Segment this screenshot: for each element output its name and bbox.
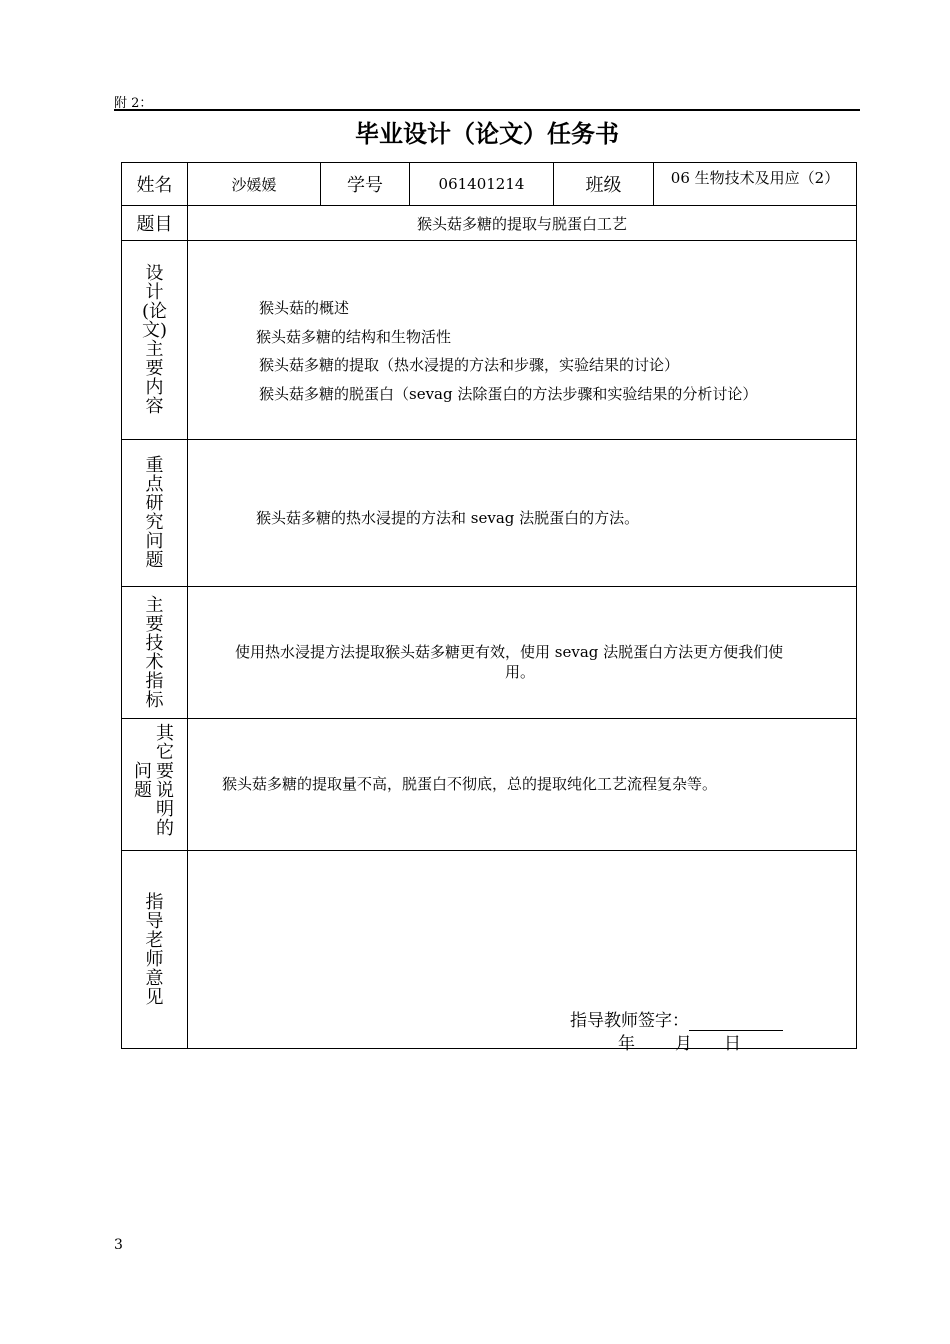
advisor-opinion-label-cell: [122, 851, 188, 1049]
key-issues-label-cell: [122, 440, 188, 587]
advisor-signature-line: [570, 1006, 783, 1031]
advisor-opinion-label: 指 导 老 师 意 见: [145, 891, 164, 1008]
other-notes-label-col-2: 问 题: [134, 761, 152, 801]
content-line-1: 猴头菇的概述: [259, 299, 350, 317]
key-issues-label: 重 点 研 究 问 题: [145, 455, 164, 571]
other-notes-cell: [188, 719, 857, 851]
content-line-4: 猴头菇多糖的脱蛋白（sevag 法除蛋白的方法步骤和实验结果的分析讨论）: [259, 385, 758, 403]
student-info-row: [122, 163, 857, 206]
other-notes-label-col-1: 其 它 要 说 明 的: [156, 723, 174, 839]
other-notes-text: 猴头菇多糖的提取量不高，脱蛋白不彻底，总的提取纯化工艺流程复杂等。: [222, 775, 718, 793]
tech-indicators-label: 主 要 技 术 指 标: [145, 594, 164, 711]
topic-label: 题目: [122, 206, 188, 241]
annex-label: 附 2：: [114, 96, 153, 111]
other-notes-row: [122, 719, 857, 851]
main-content-cell: [188, 241, 857, 440]
advisor-opinion-row: [122, 851, 857, 1049]
class-label: 班级: [554, 163, 654, 206]
main-content-label: 设 计 (论 文) 主 要 内 容: [141, 263, 168, 417]
main-content-row: [122, 241, 857, 440]
key-issues-cell: [188, 440, 857, 587]
other-notes-label: [122, 719, 187, 850]
tech-indicators-row: [122, 587, 857, 719]
key-issues-text: 猴头菇多糖的热水浸提的方法和 sevag 法脱蛋白的方法。: [256, 509, 640, 527]
key-issues-row: [122, 440, 857, 587]
tech-indicators-label-cell: [122, 587, 188, 719]
advisor-date-month: 月: [675, 1034, 692, 1054]
tech-indicators-line-1: 使用热水浸提方法提取猴头菇多糖更有效，使用 sevag 法脱蛋白方法更方便我们使: [235, 643, 784, 661]
task-form-table: [121, 162, 857, 1054]
other-notes-label-cell: [122, 719, 188, 851]
main-content-label-cell: [122, 241, 188, 440]
tech-indicators-line-2: 用。: [505, 663, 536, 681]
page-number: 3: [114, 1237, 123, 1253]
class-value: 06 生物技术及用应（2）: [654, 163, 857, 206]
name-label: 姓名: [122, 163, 188, 206]
content-line-3: 猴头菇多糖的提取（热水浸提的方法和步骤，实验结果的讨论）: [259, 356, 680, 374]
name-value: 沙媛媛: [188, 163, 321, 206]
advisor-date-year: 年: [618, 1034, 635, 1054]
topic-row: [122, 206, 857, 241]
tech-indicators-cell: [188, 587, 857, 719]
advisor-opinion-cell: [188, 851, 857, 1054]
page-title: 毕业设计（论文）任务书: [355, 120, 619, 148]
student-id-value: 061401214: [410, 163, 554, 206]
content-line-2: 猴头菇多糖的结构和生物活性: [256, 328, 452, 346]
advisor-signature-label: 指导教师签字：: [570, 1011, 689, 1031]
topic-value: 猴头菇多糖的提取与脱蛋白工艺: [188, 206, 857, 241]
advisor-date-day: 日: [724, 1034, 741, 1054]
student-id-label: 学号: [321, 163, 410, 206]
header-rule: [114, 109, 860, 111]
